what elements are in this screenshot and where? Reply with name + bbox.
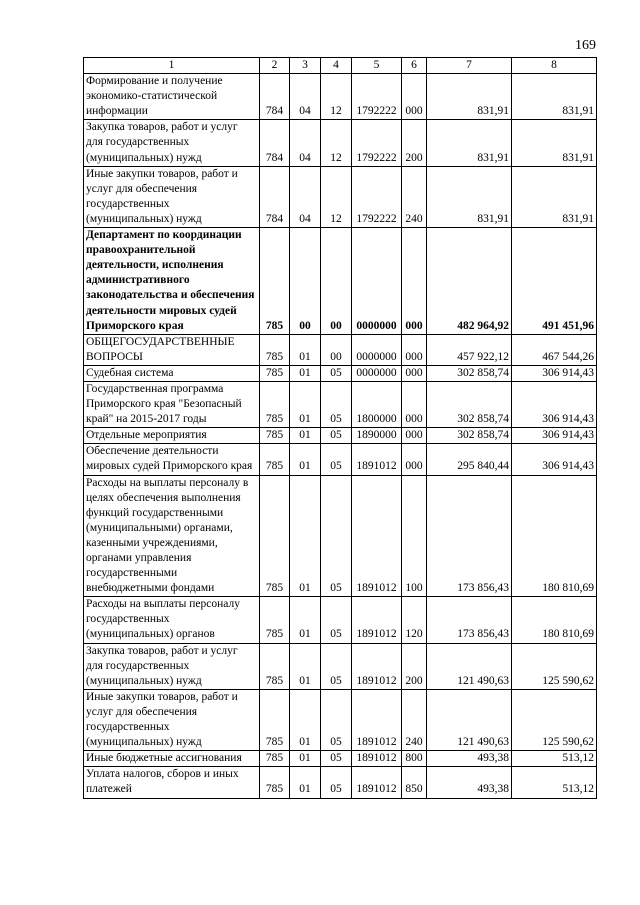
row-name-cell: Обеспечение деятельности мировых судей Приморского края bbox=[84, 444, 260, 475]
admin-code-cell: 785 bbox=[260, 767, 290, 798]
amount-2017-cell: 180 810,69 bbox=[512, 475, 597, 597]
header-cell: 1 bbox=[84, 58, 260, 74]
expense-type-cell: 000 bbox=[402, 365, 427, 381]
subsection-cell: 00 bbox=[321, 228, 352, 335]
row-name-cell: Расходы на выплаты персоналу государственных (муниципальных) органов bbox=[84, 597, 260, 643]
section-cell: 01 bbox=[290, 767, 321, 798]
amount-2016-cell: 831,91 bbox=[427, 120, 512, 166]
section-cell: 01 bbox=[290, 751, 321, 767]
row-name-cell: ОБЩЕГОСУДАРСТВЕННЫЕ ВОПРОСЫ bbox=[84, 334, 260, 365]
row-name-cell: Иные закупки товаров, работ и услуг для обеспечения государственных (муниципальных) нужд bbox=[84, 689, 260, 750]
section-cell: 01 bbox=[290, 334, 321, 365]
admin-code-cell: 784 bbox=[260, 120, 290, 166]
target-article-cell: 1891012 bbox=[352, 444, 402, 475]
expense-type-cell: 000 bbox=[402, 381, 427, 427]
table-row bbox=[84, 228, 597, 335]
expense-type-cell: 850 bbox=[402, 767, 427, 798]
section-cell: 04 bbox=[290, 74, 321, 120]
section-cell: 04 bbox=[290, 120, 321, 166]
amount-2016-cell: 302 858,74 bbox=[427, 365, 512, 381]
row-name-cell: Расходы на выплаты персоналу в целях обеспечения выполнения функций государственными (муниципальными) органами, казенными учреждениями, органами управления государственными внебюджетными фондами bbox=[84, 475, 260, 597]
row-name-cell: Закупка товаров, работ и услуг для государственных (муниципальных) нужд bbox=[84, 643, 260, 689]
expense-type-cell: 200 bbox=[402, 120, 427, 166]
subsection-cell: 00 bbox=[321, 334, 352, 365]
amount-2016-cell: 831,91 bbox=[427, 74, 512, 120]
expense-type-cell: 240 bbox=[402, 166, 427, 227]
admin-code-cell: 785 bbox=[260, 689, 290, 750]
subsection-cell: 12 bbox=[321, 120, 352, 166]
section-cell: 01 bbox=[290, 428, 321, 444]
target-article-cell: 0000000 bbox=[352, 365, 402, 381]
header-cell: 5 bbox=[352, 58, 402, 74]
expense-type-cell: 240 bbox=[402, 689, 427, 750]
expense-type-cell: 100 bbox=[402, 475, 427, 597]
target-article-cell: 1800000 bbox=[352, 381, 402, 427]
expense-type-cell: 000 bbox=[402, 334, 427, 365]
admin-code-cell: 785 bbox=[260, 475, 290, 597]
section-cell: 01 bbox=[290, 365, 321, 381]
amount-2016-cell: 121 490,63 bbox=[427, 643, 512, 689]
target-article-cell: 0000000 bbox=[352, 228, 402, 335]
amount-2016-cell: 302 858,74 bbox=[427, 428, 512, 444]
admin-code-cell: 785 bbox=[260, 643, 290, 689]
expense-type-cell: 000 bbox=[402, 228, 427, 335]
row-name-cell: Государственная программа Приморского края "Безопасный край" на 2015-2017 годы bbox=[84, 381, 260, 427]
header-cell: 6 bbox=[402, 58, 427, 74]
table-row bbox=[84, 166, 597, 227]
amount-2016-cell: 493,38 bbox=[427, 751, 512, 767]
amount-2016-cell: 493,38 bbox=[427, 767, 512, 798]
subsection-cell: 05 bbox=[321, 428, 352, 444]
subsection-cell: 05 bbox=[321, 751, 352, 767]
expense-type-cell: 120 bbox=[402, 597, 427, 643]
target-article-cell: 1890000 bbox=[352, 428, 402, 444]
admin-code-cell: 785 bbox=[260, 597, 290, 643]
page-number: 169 bbox=[575, 38, 596, 53]
subsection-cell: 05 bbox=[321, 597, 352, 643]
admin-code-cell: 785 bbox=[260, 228, 290, 335]
section-cell: 01 bbox=[290, 597, 321, 643]
subsection-cell: 05 bbox=[321, 643, 352, 689]
target-article-cell: 0000000 bbox=[352, 334, 402, 365]
amount-2017-cell: 306 914,43 bbox=[512, 381, 597, 427]
target-article-cell: 1792222 bbox=[352, 166, 402, 227]
subsection-cell: 05 bbox=[321, 365, 352, 381]
table-row bbox=[84, 643, 597, 689]
amount-2017-cell: 180 810,69 bbox=[512, 597, 597, 643]
header-cell: 2 bbox=[260, 58, 290, 74]
admin-code-cell: 785 bbox=[260, 444, 290, 475]
amount-2016-cell: 295 840,44 bbox=[427, 444, 512, 475]
table-row bbox=[84, 381, 597, 427]
amount-2016-cell: 302 858,74 bbox=[427, 381, 512, 427]
target-article-cell: 1891012 bbox=[352, 751, 402, 767]
admin-code-cell: 784 bbox=[260, 74, 290, 120]
expense-type-cell: 000 bbox=[402, 428, 427, 444]
table-row bbox=[84, 444, 597, 475]
subsection-cell: 05 bbox=[321, 475, 352, 597]
row-name-cell: Иные закупки товаров, работ и услуг для обеспечения государственных (муниципальных) нужд bbox=[84, 166, 260, 227]
table-row bbox=[84, 475, 597, 597]
amount-2016-cell: 482 964,92 bbox=[427, 228, 512, 335]
subsection-cell: 12 bbox=[321, 74, 352, 120]
section-cell: 01 bbox=[290, 689, 321, 750]
admin-code-cell: 785 bbox=[260, 751, 290, 767]
section-cell: 04 bbox=[290, 166, 321, 227]
target-article-cell: 1891012 bbox=[352, 767, 402, 798]
expense-type-cell: 000 bbox=[402, 444, 427, 475]
table-row bbox=[84, 74, 597, 120]
admin-code-cell: 785 bbox=[260, 365, 290, 381]
admin-code-cell: 785 bbox=[260, 381, 290, 427]
amount-2017-cell: 306 914,43 bbox=[512, 365, 597, 381]
amount-2017-cell: 513,12 bbox=[512, 767, 597, 798]
row-name-cell: Уплата налогов, сборов и иных платежей bbox=[84, 767, 260, 798]
table-row bbox=[84, 365, 597, 381]
subsection-cell: 05 bbox=[321, 444, 352, 475]
target-article-cell: 1891012 bbox=[352, 597, 402, 643]
amount-2017-cell: 513,12 bbox=[512, 751, 597, 767]
row-name-cell: Отдельные мероприятия bbox=[84, 428, 260, 444]
table-row bbox=[84, 120, 597, 166]
row-name-cell: Департамент по координации правоохранительной деятельности, исполнения административного законодательства и обеспечения деятельности мировых судей Приморского края bbox=[84, 228, 260, 335]
row-name-cell: Судебная система bbox=[84, 365, 260, 381]
target-article-cell: 1792222 bbox=[352, 120, 402, 166]
table-row bbox=[84, 767, 597, 798]
admin-code-cell: 785 bbox=[260, 428, 290, 444]
table-row bbox=[84, 428, 597, 444]
header-cell: 7 bbox=[427, 58, 512, 74]
amount-2017-cell: 831,91 bbox=[512, 120, 597, 166]
table-row bbox=[84, 334, 597, 365]
expense-type-cell: 000 bbox=[402, 74, 427, 120]
subsection-cell: 05 bbox=[321, 767, 352, 798]
amount-2016-cell: 173 856,43 bbox=[427, 597, 512, 643]
section-cell: 01 bbox=[290, 444, 321, 475]
expense-type-cell: 200 bbox=[402, 643, 427, 689]
subsection-cell: 12 bbox=[321, 166, 352, 227]
row-name-cell: Формирование и получение экономико-статистической информации bbox=[84, 74, 260, 120]
amount-2017-cell: 306 914,43 bbox=[512, 444, 597, 475]
amount-2016-cell: 173 856,43 bbox=[427, 475, 512, 597]
section-cell: 01 bbox=[290, 381, 321, 427]
amount-2017-cell: 491 451,96 bbox=[512, 228, 597, 335]
table-row bbox=[84, 689, 597, 750]
amount-2017-cell: 467 544,26 bbox=[512, 334, 597, 365]
subsection-cell: 05 bbox=[321, 689, 352, 750]
row-name-cell: Закупка товаров, работ и услуг для государственных (муниципальных) нужд bbox=[84, 120, 260, 166]
header-cell: 8 bbox=[512, 58, 597, 74]
admin-code-cell: 785 bbox=[260, 334, 290, 365]
table-header-row bbox=[84, 58, 597, 74]
table-row bbox=[84, 751, 597, 767]
section-cell: 01 bbox=[290, 643, 321, 689]
target-article-cell: 1891012 bbox=[352, 475, 402, 597]
budget-table bbox=[83, 57, 597, 799]
section-cell: 01 bbox=[290, 475, 321, 597]
amount-2017-cell: 125 590,62 bbox=[512, 643, 597, 689]
admin-code-cell: 784 bbox=[260, 166, 290, 227]
amount-2017-cell: 831,91 bbox=[512, 74, 597, 120]
target-article-cell: 1891012 bbox=[352, 643, 402, 689]
subsection-cell: 05 bbox=[321, 381, 352, 427]
amount-2017-cell: 125 590,62 bbox=[512, 689, 597, 750]
target-article-cell: 1891012 bbox=[352, 689, 402, 750]
amount-2016-cell: 457 922,12 bbox=[427, 334, 512, 365]
row-name-cell: Иные бюджетные ассигнования bbox=[84, 751, 260, 767]
table-row bbox=[84, 597, 597, 643]
expense-type-cell: 800 bbox=[402, 751, 427, 767]
header-cell: 4 bbox=[321, 58, 352, 74]
target-article-cell: 1792222 bbox=[352, 74, 402, 120]
section-cell: 00 bbox=[290, 228, 321, 335]
amount-2017-cell: 306 914,43 bbox=[512, 428, 597, 444]
amount-2016-cell: 831,91 bbox=[427, 166, 512, 227]
amount-2017-cell: 831,91 bbox=[512, 166, 597, 227]
header-cell: 3 bbox=[290, 58, 321, 74]
amount-2016-cell: 121 490,63 bbox=[427, 689, 512, 750]
table-body bbox=[84, 58, 597, 799]
